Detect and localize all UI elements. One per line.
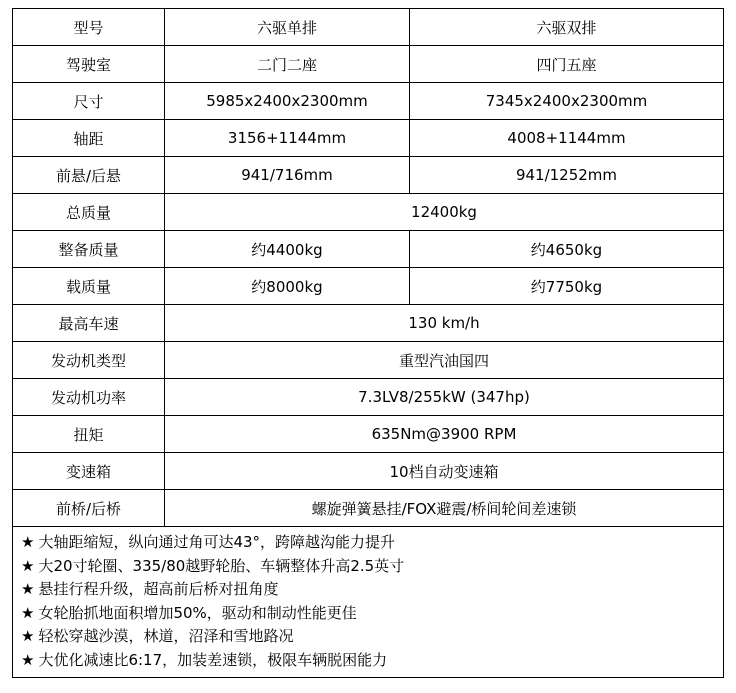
spec-label: 轴距 xyxy=(13,120,165,157)
star-icon: ★ xyxy=(21,556,35,575)
spec-label: 总质量 xyxy=(13,194,165,231)
spec-row-overhang xyxy=(13,157,724,194)
spec-label: 尺寸 xyxy=(13,83,165,120)
spec-row-size xyxy=(13,83,724,120)
spec-table xyxy=(12,8,724,678)
spec-value: 六驱双排 xyxy=(410,9,724,46)
spec-label: 驾驶室 xyxy=(13,46,165,83)
spec-value: 130 km/h xyxy=(165,305,724,342)
spec-row-model xyxy=(13,9,724,46)
note-text: 大优化减速比6:17，加装差速锁，极限车辆脱困能力 xyxy=(38,650,388,669)
spec-row-gearbox xyxy=(13,453,724,490)
spec-value: 六驱单排 xyxy=(165,9,410,46)
spec-row-cab xyxy=(13,46,724,83)
spec-row-axles xyxy=(13,490,724,527)
spec-value: 7345x2400x2300mm xyxy=(410,83,724,120)
spec-row-top-speed xyxy=(13,305,724,342)
spec-value: 二门二座 xyxy=(165,46,410,83)
spec-value: 约4400kg xyxy=(165,231,410,268)
spec-value: 约8000kg xyxy=(165,268,410,305)
note-text: 悬挂行程升级，超高前后桥对扭角度 xyxy=(38,580,279,599)
note-text: 轻松穿越沙漠，林道，沼泽和雪地路况 xyxy=(38,627,294,646)
note-text: 大20寸轮圈、335/80越野轮胎、车辆整体升高2.5英寸 xyxy=(38,556,405,575)
star-icon: ★ xyxy=(21,580,35,599)
spec-label: 型号 xyxy=(13,9,165,46)
spec-value: 四门五座 xyxy=(410,46,724,83)
spec-row-curb-mass xyxy=(13,231,724,268)
spec-value: 约7750kg xyxy=(410,268,724,305)
spec-row-engine-power xyxy=(13,379,724,416)
notes-row xyxy=(13,527,724,678)
spec-row-payload xyxy=(13,268,724,305)
note-item xyxy=(21,625,723,649)
spec-label: 发动机功率 xyxy=(13,379,165,416)
spec-label: 变速箱 xyxy=(13,453,165,490)
note-item xyxy=(21,531,723,555)
star-icon: ★ xyxy=(21,627,35,646)
spec-label: 发动机类型 xyxy=(13,342,165,379)
spec-value: 941/1252mm xyxy=(410,157,724,194)
note-item xyxy=(21,555,723,579)
spec-value: 3156+1144mm xyxy=(165,120,410,157)
spec-label: 前悬/后悬 xyxy=(13,157,165,194)
spec-row-torque xyxy=(13,416,724,453)
spec-label: 前桥/后桥 xyxy=(13,490,165,527)
note-text: 大轴距缩短，纵向通过角可达43°，跨障越沟能力提升 xyxy=(38,533,396,551)
spec-value: 941/716mm xyxy=(165,157,410,194)
note-text: 女轮胎抓地面积增加50%，驱动和制动性能更佳 xyxy=(38,603,357,622)
spec-row-wheelbase xyxy=(13,120,724,157)
note-item xyxy=(21,602,723,626)
spec-label: 扭矩 xyxy=(13,416,165,453)
note-item xyxy=(21,578,723,602)
star-icon: ★ xyxy=(21,650,35,669)
notes-cell xyxy=(13,527,724,678)
spec-value: 重型汽油国四 xyxy=(165,342,724,379)
spec-row-gross-mass xyxy=(13,194,724,231)
star-icon: ★ xyxy=(21,533,35,551)
spec-value: 约4650kg xyxy=(410,231,724,268)
spec-value: 4008+1144mm xyxy=(410,120,724,157)
spec-value: 635Nm@3900 RPM xyxy=(165,416,724,453)
spec-value: 7.3LV8/255kW (347hp) xyxy=(165,379,724,416)
spec-label: 载质量 xyxy=(13,268,165,305)
spec-row-engine-type xyxy=(13,342,724,379)
spec-label: 整备质量 xyxy=(13,231,165,268)
star-icon: ★ xyxy=(21,603,35,622)
spec-value: 螺旋弹簧悬挂/FOX避震/桥间轮间差速锁 xyxy=(165,490,724,527)
spec-table-body xyxy=(13,9,724,678)
spec-value: 5985x2400x2300mm xyxy=(165,83,410,120)
spec-label: 最高车速 xyxy=(13,305,165,342)
spec-value: 12400kg xyxy=(165,194,724,231)
note-item xyxy=(21,649,723,673)
spec-value: 10档自动变速箱 xyxy=(165,453,724,490)
